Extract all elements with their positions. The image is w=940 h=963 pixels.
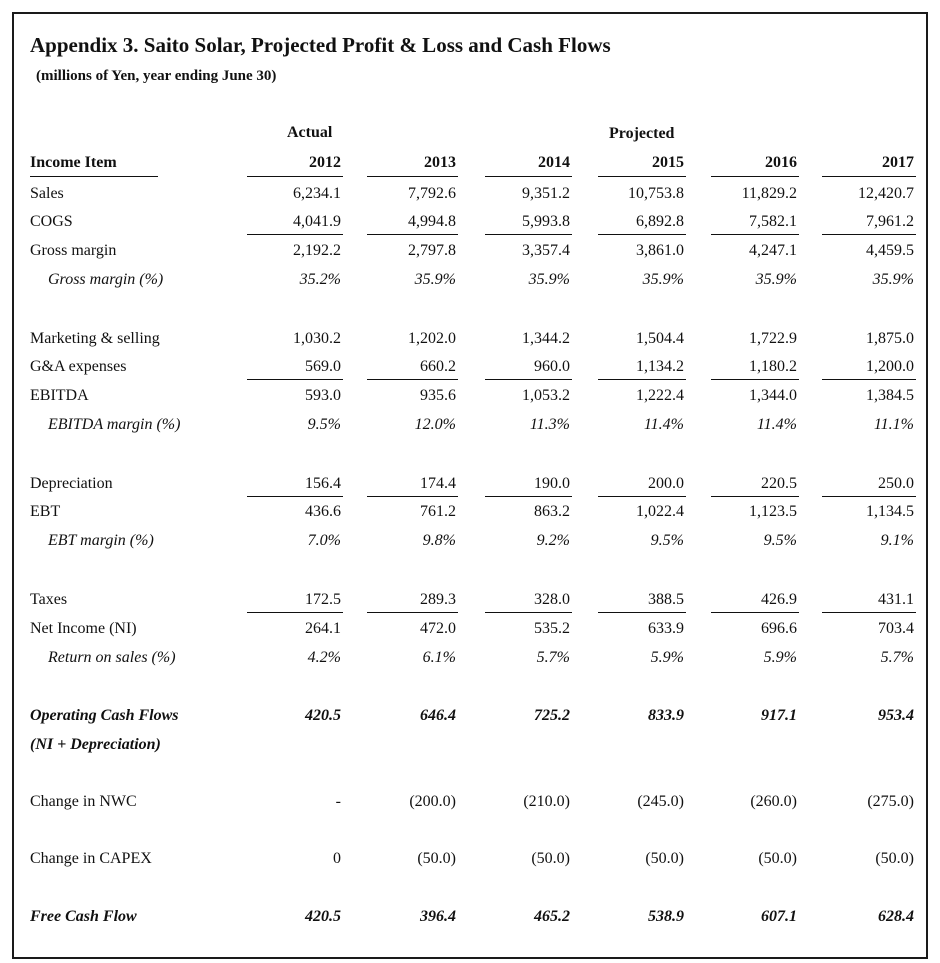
- header-underline: [247, 176, 343, 177]
- table-cell: 35.9%: [414, 271, 456, 288]
- header-underline: [485, 176, 572, 177]
- table-cell: 396.4: [420, 908, 456, 925]
- table-cell: 1,134.5: [866, 503, 914, 520]
- subtotal-underline: [822, 234, 916, 235]
- subtotal-underline: [247, 379, 343, 380]
- table-cell: 6,234.1: [293, 185, 341, 202]
- table-cell: 696.6: [761, 620, 797, 637]
- table-cell: 1,344.0: [749, 387, 797, 404]
- subtotal-underline: [247, 496, 343, 497]
- table-cell: 593.0: [305, 387, 341, 404]
- table-cell: 6.1%: [422, 649, 456, 666]
- header-projected: Projected: [609, 125, 675, 142]
- table-cell: 9.1%: [880, 532, 914, 549]
- header-underline: [822, 176, 916, 177]
- table-cell: 436.6: [305, 503, 341, 520]
- page-subtitle: (millions of Yen, year ending June 30): [36, 68, 277, 84]
- header-income-item: Income Item: [30, 154, 117, 171]
- table-cell: 328.0: [534, 591, 570, 608]
- subtotal-underline: [247, 612, 343, 613]
- table-cell: 5,993.8: [522, 213, 570, 230]
- subtotal-underline: [711, 234, 799, 235]
- table-cell: 35.9%: [872, 271, 914, 288]
- table-cell: 11.3%: [529, 416, 570, 433]
- table-cell: 646.4: [420, 707, 456, 724]
- table-cell: 5.9%: [763, 649, 797, 666]
- table-cell: 10,753.8: [628, 185, 684, 202]
- table-cell: 6,892.8: [636, 213, 684, 230]
- row-label: Gross margin (%): [48, 271, 164, 288]
- table-cell: 5.9%: [650, 649, 684, 666]
- table-cell: 9.8%: [422, 532, 456, 549]
- table-cell: 12.0%: [414, 416, 456, 433]
- subtotal-underline: [485, 612, 572, 613]
- subtotal-underline: [711, 496, 799, 497]
- table-cell: 1,875.0: [866, 330, 914, 347]
- row-label: Marketing & selling: [30, 330, 160, 347]
- header-underline: [598, 176, 686, 177]
- table-cell: 11.1%: [873, 416, 914, 433]
- table-cell: 1,202.0: [408, 330, 456, 347]
- table-cell: 725.2: [534, 707, 570, 724]
- table-cell: 35.9%: [528, 271, 570, 288]
- table-cell: 535.2: [534, 620, 570, 637]
- table-cell: 250.0: [878, 475, 914, 492]
- table-cell: 660.2: [420, 358, 456, 375]
- header-underline: [711, 176, 799, 177]
- subtotal-underline: [247, 234, 343, 235]
- table-cell: 200.0: [648, 475, 684, 492]
- page-title: Appendix 3. Saito Solar, Projected Profit & Loss and Cash Flows: [30, 33, 611, 57]
- table-cell: 2,797.8: [408, 242, 456, 259]
- table-cell: 960.0: [534, 358, 570, 375]
- table-cell: 174.4: [420, 475, 456, 492]
- subtotal-underline: [598, 496, 686, 497]
- year-header-2017: 2017: [882, 154, 914, 171]
- row-label: EBITDA margin (%): [48, 416, 181, 433]
- table-cell: 1,344.2: [522, 330, 570, 347]
- table-cell: 1,123.5: [749, 503, 797, 520]
- year-header-2014: 2014: [538, 154, 570, 171]
- table-cell: (50.0): [417, 850, 456, 867]
- table-cell: (50.0): [645, 850, 684, 867]
- table-cell: 917.1: [761, 707, 797, 724]
- table-cell: 388.5: [648, 591, 684, 608]
- year-header-2013: 2013: [424, 154, 456, 171]
- table-cell: 35.2%: [299, 271, 341, 288]
- table-cell: 1,222.4: [636, 387, 684, 404]
- table-cell: 1,022.4: [636, 503, 684, 520]
- table-cell: 426.9: [761, 591, 797, 608]
- header-underline: [367, 176, 458, 177]
- table-cell: 863.2: [534, 503, 570, 520]
- table-cell: 538.9: [648, 908, 684, 925]
- row-label: Change in NWC: [30, 793, 137, 810]
- table-cell: 1,180.2: [749, 358, 797, 375]
- subtotal-underline: [485, 379, 572, 380]
- table-cell: -: [335, 793, 341, 810]
- row-label: Free Cash Flow: [30, 908, 137, 925]
- subtotal-underline: [367, 496, 458, 497]
- table-cell: 1,200.0: [866, 358, 914, 375]
- subtotal-underline: [598, 612, 686, 613]
- table-cell: 2,192.2: [293, 242, 341, 259]
- table-cell: 7.0%: [307, 532, 341, 549]
- table-cell: 607.1: [761, 908, 797, 925]
- subtotal-underline: [485, 234, 572, 235]
- table-cell: (50.0): [875, 850, 914, 867]
- subtotal-underline: [367, 234, 458, 235]
- table-cell: 1,053.2: [522, 387, 570, 404]
- table-cell: 4,459.5: [866, 242, 914, 259]
- table-cell: (50.0): [758, 850, 797, 867]
- row-label: G&A expenses: [30, 358, 127, 375]
- row-label: Net Income (NI): [30, 620, 137, 637]
- table-cell: 7,582.1: [749, 213, 797, 230]
- table-cell: (245.0): [637, 793, 684, 810]
- header-actual: Actual: [287, 124, 333, 141]
- year-header-2012: 2012: [309, 154, 341, 171]
- table-cell: 220.5: [761, 475, 797, 492]
- table-cell: 4,994.8: [408, 213, 456, 230]
- table-cell: 35.9%: [755, 271, 797, 288]
- year-header-2016: 2016: [765, 154, 797, 171]
- table-cell: (260.0): [750, 793, 797, 810]
- table-cell: 703.4: [878, 620, 914, 637]
- subtotal-underline: [485, 496, 572, 497]
- table-cell: 1,134.2: [636, 358, 684, 375]
- table-cell: 7,792.6: [408, 185, 456, 202]
- subtotal-underline: [598, 234, 686, 235]
- table-cell: 35.9%: [642, 271, 684, 288]
- table-cell: 3,357.4: [522, 242, 570, 259]
- row-label: Change in CAPEX: [30, 850, 152, 867]
- subtotal-underline: [822, 496, 916, 497]
- table-cell: 953.4: [878, 707, 914, 724]
- table-cell: 431.1: [878, 591, 914, 608]
- table-cell: 172.5: [305, 591, 341, 608]
- table-cell: 11.4%: [756, 416, 797, 433]
- table-cell: 9.5%: [650, 532, 684, 549]
- subtotal-underline: [711, 379, 799, 380]
- table-cell: 4.2%: [307, 649, 341, 666]
- subtotal-underline: [711, 612, 799, 613]
- table-cell: 5.7%: [536, 649, 570, 666]
- table-cell: 833.9: [648, 707, 684, 724]
- table-cell: 9.2%: [536, 532, 570, 549]
- table-cell: 3,861.0: [636, 242, 684, 259]
- year-header-2015: 2015: [652, 154, 684, 171]
- row-label: Gross margin: [30, 242, 117, 259]
- table-cell: 264.1: [305, 620, 341, 637]
- table-cell: 761.2: [420, 503, 456, 520]
- table-cell: 420.5: [305, 908, 341, 925]
- table-cell: 289.3: [420, 591, 456, 608]
- table-cell: 9.5%: [763, 532, 797, 549]
- row-label: Return on sales (%): [48, 649, 176, 666]
- table-cell: 1,722.9: [749, 330, 797, 347]
- table-cell: 7,961.2: [866, 213, 914, 230]
- row-label: Depreciation: [30, 475, 113, 492]
- table-cell: 569.0: [305, 358, 341, 375]
- table-cell: 11,829.2: [741, 185, 797, 202]
- table-cell: 1,030.2: [293, 330, 341, 347]
- subtotal-underline: [822, 612, 916, 613]
- table-cell: 190.0: [534, 475, 570, 492]
- table-cell: 156.4: [305, 475, 341, 492]
- table-cell: 472.0: [420, 620, 456, 637]
- subtotal-underline: [367, 379, 458, 380]
- subtotal-underline: [598, 379, 686, 380]
- row-label-sub: (NI + Depreciation): [30, 736, 161, 753]
- row-label: EBITDA: [30, 387, 89, 404]
- table-cell: 11.4%: [643, 416, 684, 433]
- table-cell: 0: [333, 850, 341, 867]
- subtotal-underline: [822, 379, 916, 380]
- table-cell: (275.0): [867, 793, 914, 810]
- table-cell: 628.4: [878, 908, 914, 925]
- table-cell: 4,041.9: [293, 213, 341, 230]
- table-cell: 12,420.7: [858, 185, 914, 202]
- row-label: Taxes: [30, 591, 68, 608]
- table-cell: 5.7%: [880, 649, 914, 666]
- subtotal-underline: [367, 612, 458, 613]
- table-cell: 420.5: [305, 707, 341, 724]
- table-cell: 9.5%: [307, 416, 341, 433]
- row-label: Sales: [30, 185, 64, 202]
- table-cell: 1,384.5: [866, 387, 914, 404]
- row-label: Operating Cash Flows: [30, 707, 179, 724]
- table-cell: 465.2: [534, 908, 570, 925]
- table-cell: 1,504.4: [636, 330, 684, 347]
- table-cell: 935.6: [420, 387, 456, 404]
- table-cell: (210.0): [523, 793, 570, 810]
- table-cell: (50.0): [531, 850, 570, 867]
- table-cell: 9,351.2: [522, 185, 570, 202]
- row-label: EBT margin (%): [48, 532, 154, 549]
- row-label: COGS: [30, 213, 73, 230]
- row-label: EBT: [30, 503, 61, 520]
- table-cell: 4,247.1: [749, 242, 797, 259]
- table-cell: 633.9: [648, 620, 684, 637]
- header-underline: [30, 176, 158, 177]
- table-cell: (200.0): [409, 793, 456, 810]
